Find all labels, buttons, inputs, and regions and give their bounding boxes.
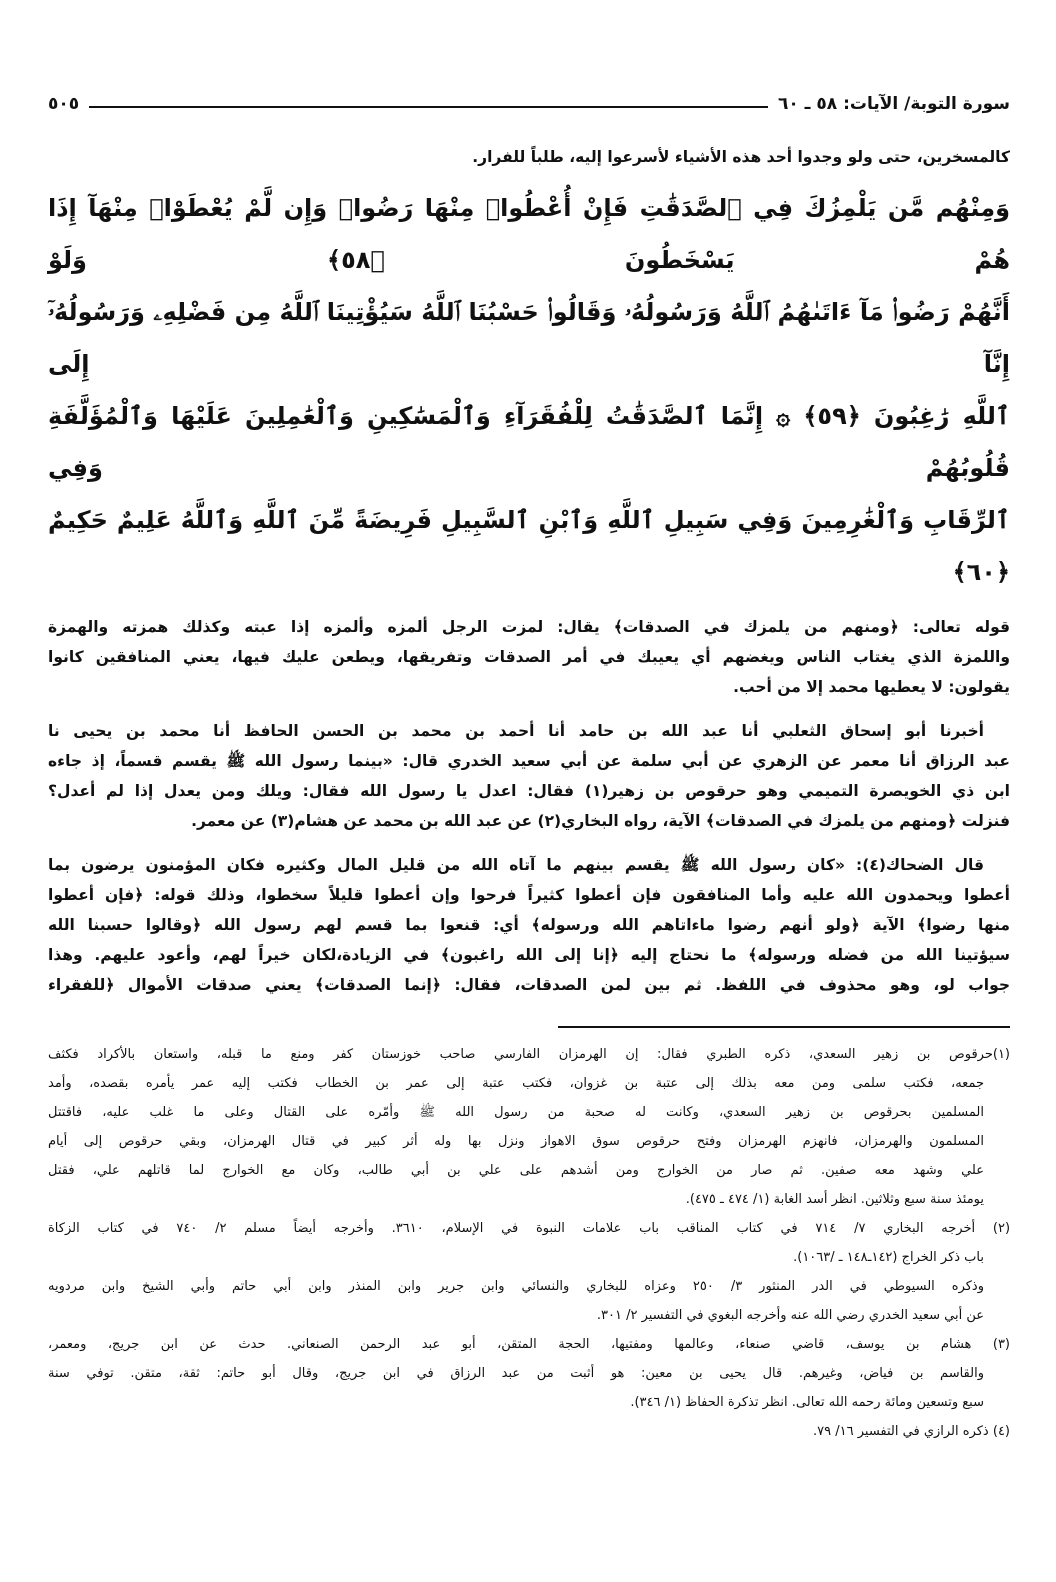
- footnote-2: [48, 1214, 1010, 1330]
- quran-line: أَنَّهُمْ رَضُوا۟ مَآ ءَاتَىٰهُمُ ٱللَّهُ وَرَسُولُهُۥ وَقَالُوا۟ حَسْبُنَا ٱللَّهُ سَيُؤْتِينَا ٱللَّهُ مِن فَضْلِهِۦ وَرَسُولُهُۥٓ إِنَّآ إِلَى: [48, 298, 1010, 378]
- footnote-line: جمعه، فكتب سلمى ومن معه بذلك إلى عتبة بن غزوان، فكتب عتبة إلى عمر بن الخطاب فكتب إليه عمر يأمره بقصده، وأمد: [48, 1076, 984, 1091]
- text-line: منها رضوا﴾ الآية ﴿ولو أنهم رضوا ماءاتاهم الله ورسوله﴾ أي: قنعوا بما قسم لهم رسول الله ﴿وقالوا حسبنا الله: [48, 916, 1010, 934]
- commentary-paragraph-1: [48, 612, 1010, 702]
- footnote-line: والقاسم بن فياض، وغيرهم. قال يحيى بن معين: هو أثبت من عبد الرزاق في ابن جريج، وقال أبو حاتم: ثقة، متقن. توفي سنة: [48, 1366, 984, 1381]
- text-line: يقولون: لا يعطيها محمد إلا من أحب.: [733, 678, 1010, 696]
- text-line: قوله تعالى: ﴿ومنهم من يلمزك في الصدقات﴾ يقال: لمزت الرجل ألمزه وألمزه إذا عبته وكذلك همزته والهمزة: [48, 618, 1010, 636]
- footnote-line: (٣) هشام بن يوسف، قاضي صنعاء، وعالمها ومفتيها، الحجة المتقن، أبو عبد الرحمن الصنعاني. حدث عن ابن جريج، ومعمر،: [48, 1337, 1010, 1352]
- text-line: جواب لو، وهو محذوف في اللفظ. ثم بين لمن الصدقات، فقال: ﴿إنما الصدقات﴾ يعني صدقات الأموال ﴿للفقراء: [48, 976, 1010, 994]
- footnote-line: (٤) ذكره الرازي في التفسير ١٦/ ٧٩.: [813, 1424, 1010, 1439]
- commentary-paragraph-3: [48, 850, 1010, 1000]
- text-line: ابن ذي الخويصرة التميمي وهو حرقوص بن زهير(١) فقال: اعدل يا رسول الله فقال: ويلك ومن يعدل إذا لم أعدل؟: [48, 782, 1010, 800]
- text-line: سيؤتينا الله من فضله ورسوله﴾ ما نحتاج إليه ﴿إنا إلى الله راغبون﴾ في الزيادة،لكان خيراً لهم، وأعود عليهم. وهذا: [48, 946, 1010, 964]
- commentary-paragraph-2: [48, 716, 1010, 836]
- footnote-separator: [558, 1026, 1010, 1028]
- page-number: ٥٠٥: [48, 94, 80, 114]
- text-line: أعطوا ويحمدون الله عليه وأما المنافقون فإن أعطوا كثيراً فرحوا وإن أعطوا قليلاً سخطوا، وذلك قوله: ﴿فإن أعطوا: [48, 886, 1010, 904]
- footnote-line: (١)حرقوص بن زهير السعدي، ذكره الطبري فقال: إن الهرمزان الفارسي صاحب خوزستان كفر ومنع ما قبله، واستعان بالأكراد فكثف: [48, 1047, 1010, 1062]
- text-line: عبد الرزاق أنا معمر عن الزهري عن أبي سلمة عن أبي سعيد الخدري قال: «بينما رسول الله ﷺ يقسم قسماً، إذ جاءه: [48, 752, 1010, 770]
- text-line: واللمزة الذي يغتاب الناس ويغضهم أي يعيبك في أمر الصدقات وتفريقها، ويطعن عليك فيها، يعني المنافقين كانوا: [48, 648, 1010, 666]
- footnotes: [48, 1040, 1010, 1446]
- footnote-line: عن أبي سعيد الخدري رضي الله عنه وأخرجه البغوي في التفسير ٢/ ٣٠١.: [596, 1308, 984, 1323]
- text-line: كالمسخرين، حتى ولو وجدوا أحد هذه الأشياء لأسرعوا إليه، طلباً للفرار.: [472, 148, 1010, 166]
- intro-text: [48, 142, 1010, 172]
- footnote-line: وذكره السيوطي في الدر المنثور ٣/ ٢٥٠ وعزاه للبخاري والنسائي وابن جرير وابن المنذر وابن أبي حاتم وأبي الشيخ وابن مردويه: [48, 1279, 984, 1294]
- footnote-4: [48, 1417, 1010, 1446]
- footnote-line: المسلمين بحرقوص بن زهير السعدي، وكانت له صحبة من رسول الله ﷺ وأمّره على القتال وعلى ما غلب عليه، فاقتتل: [48, 1105, 984, 1120]
- footnote-line: علي وشهد معه صفين. ثم صار من الخوارج ومن أشدهم على علي بن أبي طالب، وكان مع الخوارج لما قاتلهم علي، فقتل: [48, 1163, 984, 1178]
- footnote-1: [48, 1040, 1010, 1214]
- quran-line: ٱللَّهِ رَٰغِبُونَ ﴿٥٩﴾ ۞ إِنَّمَا ٱلصَّدَقَٰتُ لِلْفُقَرَآءِ وَٱلْمَسَٰكِينِ وَٱلْعَٰمِلِينَ عَلَيْهَا وَٱلْمُؤَلَّفَةِ قُلُوبُهُمْ وَفِي: [48, 402, 1010, 482]
- footnote-line: (٢) أخرجه البخاري ٧/ ٧١٤ في كتاب المناقب باب علامات النبوة في الإسلام، ٣٦١٠. وأخرجه أيضاً مسلم ٢/ ٧٤٠ في كتاب الزكاة: [48, 1221, 1011, 1236]
- footnote-line: يومئذ سنة سبع وثلاثين. انظر أسد الغابة (١/ ٤٧٤ ـ ٤٧٥).: [685, 1192, 984, 1207]
- text-line: أخبرنا أبو إسحاق الثعلبي أنا عبد الله بن حامد أنا أحمد بن محمد بن الحسن الحافظ أنا محمد بن يحيى نا: [48, 722, 984, 740]
- quran-line: وَمِنْهُم مَّن يَلْمِزُكَ فِي ٱلصَّدَقَٰتِ فَإِنْ أُعْطُوا۟ مِنْهَا رَضُوا۟ وَإِن لَّمْ يُعْطَوْا۟ مِنْهَآ إِذَا هُمْ يَسْخَطُونَ ﴿٥٨﴾ وَلَوْ: [48, 194, 1010, 274]
- footnote-line: باب ذكر الخراج (١٤٢ـ١٤٨ ـ /١٠٦٣).: [793, 1250, 984, 1265]
- footnote-line: المسلمون والهرمزان، فانهزم الهرمزان وفتح حرقوص سوق الاهواز ونزل بها وله أثر كبير في قتال الهرمزان، وبقي حرقوص إلى أيام: [48, 1134, 984, 1149]
- running-title: سورة التوبة/ الآيات: ٥٨ ـ ٦٠: [778, 94, 1010, 114]
- footnote-line: سبع وتسعين ومائة رحمه الله تعالى. انظر تذكرة الحفاظ (١/ ٣٤٦).: [630, 1395, 984, 1410]
- quran-verses: [48, 182, 1010, 598]
- header-rule: [89, 106, 768, 108]
- text-line: فنزلت ﴿ومنهم من يلمزك في الصدقات﴾ الآية، رواه البخاري(٢) عن عبد الله بن محمد عن هشام(٣) عن معمر.: [191, 812, 1010, 830]
- text-line: قال الضحاك(٤): «كان رسول الله ﷺ يقسم بينهم ما آتاه الله من قليل المال وكثيره فكان المؤمنون يرضون بما: [48, 856, 984, 874]
- page-header: [48, 84, 1010, 114]
- quran-line: ٱلرِّقَابِ وَٱلْغَٰرِمِينَ وَفِي سَبِيلِ ٱللَّهِ وَٱبْنِ ٱلسَّبِيلِ فَرِيضَةً مِّنَ ٱللَّهِ وَٱللَّهُ عَلِيمٌ حَكِيمٌ ﴿٦٠﴾: [48, 506, 1010, 586]
- footnote-3: [48, 1330, 1010, 1417]
